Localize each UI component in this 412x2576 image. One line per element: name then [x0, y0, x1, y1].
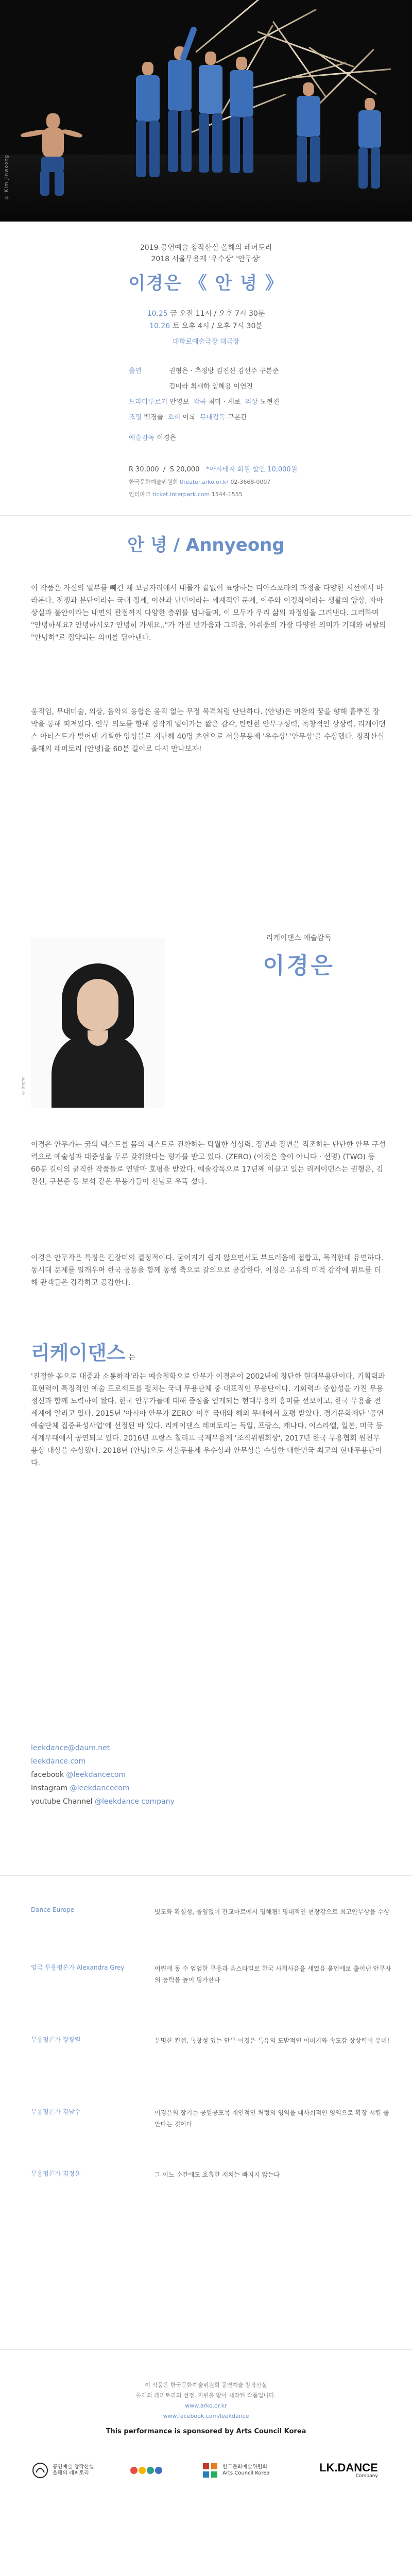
review-text: 어린에 동 수 엄엄한 무용과 음스타일로 한국 사회사음을 새였음 움인에보 출어낸 안무자의 능력을 높이 평가한다: [154, 1965, 391, 1984]
logo-lkdance: LK.DANCE Company: [319, 2461, 378, 2479]
credits: [129, 364, 386, 446]
credit-value: 안영보: [169, 398, 190, 406]
director-role: 리케이댄스 예술감독: [266, 934, 332, 942]
schedule-row-2: [0, 320, 412, 331]
website-link[interactable]: leekdance.com: [31, 1757, 86, 1766]
credit-key: 무대감독: [199, 414, 226, 421]
photo-credit: © Kim Jinwoong: [4, 155, 9, 200]
facebook-link[interactable]: @leekdancecom: [66, 1771, 126, 1779]
logo-repertory: 공연예술 창작산실 올해의 레퍼토리: [31, 2455, 94, 2486]
schedule-row-1: [0, 308, 412, 318]
company-name: 리케이댄스 는: [31, 1342, 136, 1364]
divider: [0, 2349, 412, 2350]
credit-value: 권형은 · 추정방 김진선 김선주 구본준: [169, 367, 279, 375]
schedule-date: 10.26: [149, 322, 170, 330]
footer-link[interactable]: www.arko.or.kr: [185, 2402, 227, 2409]
company-paragraph: '진정한 몸으로 대중과 소통하자'라는 예술철학으로 안무가 이경은이 2002년에 창단한 현대무용단이다. 기획력과 표현력이 특징적인 예술 프로젝트를 펼치는 국내 무용단체 중 대표적인 무용단이다. 기회력과 중합성을 가진 무용정신과 함께 노력하여 왔다. 한국 안무가들에 대해 중심을 얻게되는 현대무용의 흥미를 선보이고, 한국 무용을 전 세계에 알리고 있다. 2015년 '아시아 안무가 ZERO' 이후 국내와 해외 무대에서 호평 받았다. 경기문화재단 '공연예술단체 집중육성사업'에 선정된 바 있다. 리케이댄스 레퍼토리는 독일, 프랑스, 캐나다, 이스라엘, 일본, 미국 등 세계무대에서 공연되고 있다. 2016년 프랑스 칠리프 국제무용제 '조직위원회상', 2017년 한국 무용협회 원천무용상 대상을 수상했다. 2018년 (안녕)으로 서울무용제 우수상과 안무상을 수상한 대한민국 최고의 현대무용단이다.: [31, 1372, 385, 1467]
sponsor-logos: [31, 2455, 386, 2486]
sponsor-line: This performance is sponsored by Arts Council Korea: [106, 2428, 306, 2435]
dancer-figure: [350, 98, 391, 191]
credit-value: 도현진: [260, 398, 280, 406]
repertory-logo-icon: [31, 2461, 49, 2480]
review-source: Dance Europe: [31, 1906, 75, 1913]
review-source: 무용평론가 김남수: [31, 2108, 81, 2115]
footer-note: 이 작품은 한국문화예술위원회 공연예술 창작산실 올해의 레퍼토리의 선정, 지원을 받아 제작된 작품입니다. www.arko.or.kr www.facebook.com/leekdance: [0, 2380, 412, 2421]
credit-key: 오퍼: [167, 414, 181, 421]
schedule-time: 토 오후 4시 / 오후 7시 30분: [170, 322, 263, 330]
credit-row: [129, 379, 386, 395]
divider: [0, 1875, 412, 1876]
venue: 대학로예술극장 대극장: [173, 338, 239, 346]
review-source: 영국 무용평론가 Alexandra Grey: [31, 1964, 125, 1971]
review-text: 그 어느 순간에도 호흡한 재치는 빠지지 않는다: [154, 2171, 280, 2178]
price-s: S 20,000: [169, 466, 200, 473]
schedule-time: 금 오전 11시 / 오후 7시 30분: [167, 310, 265, 318]
youtube-row: youtube Channel @leekdance company: [31, 1798, 175, 1806]
credit-key: 드라마투르기: [129, 398, 168, 406]
credit-value: 최마 · 새로: [208, 398, 241, 406]
about-paragraph-1: 이 작품은 자신의 일부를 빼긴 채 보금자리에서 내몰가 끝없이 표랑하는 디아스포라의 과정을 다양한 시선에서 바라본다. 전쟁과 분단이라는 국내 정세, 이산과 난민이라는 세계적인 문제, 이주와 이정착이라는 생활의 양상, 자아상실과 불안이라는 내면의 관점까지 다양한 층위를 넘나들며, 이 모두가 우리 삶의 과정임을 그려낸다. 그러하며 "안녕하세요? 안녕하시오? 안녕히 가세요.."가 가진 반가움과 그리움, 아쉬움의 가장 다양한 의미가 기대와 허탈의 "안녕히"로 집약되는 의미를 담아낸다.: [31, 584, 386, 642]
instagram-link[interactable]: @leekdancecom: [70, 1784, 130, 1792]
credit-key: 조명: [129, 414, 142, 421]
dancer-figure: [221, 57, 263, 180]
ticket-price-row: R 30,000 / S 20,000 *아시테지 회원 할인 10,000원: [129, 466, 298, 473]
award-line-2: 2018 서울무용제 '우수상' '안무상': [151, 255, 261, 263]
dots-logo-icon: [129, 2461, 170, 2480]
credit-key: 예술감독: [129, 434, 155, 442]
award-line-1: 2019 공연예술 창작산실 올해의 레퍼토리: [140, 244, 272, 252]
review-source: 무용평론가 장광렬: [31, 2036, 81, 2043]
director-bio-1: 이경은 안무가는 굵의 텍스트를 몸의 텍스트로 전환하는 탁월한 상상력, 장면과 장면을 직조하는 단단한 안무 구성력으로 예술성과 대중성을 두루 갖춰왔다는 평가를 받고 있다. (ZERO) (이것은 춤이 아니다 · 선명) (TWO) 등 60분 길이의 굵직한 작품들로 연말마 호평을 받았다. 예술감독으로 17년째 이끌고 있는 리케이댄스는 권형은, 김진선, 구본준 등 보석 같은 무용가들이 신념로 우뚝 섰다.: [31, 1141, 386, 1186]
review-source: 무용평론가 김정윤: [31, 2170, 81, 2177]
credit-value: 이경은: [157, 434, 177, 442]
logo-dots: [129, 2455, 170, 2486]
hero-photo: [0, 0, 412, 222]
credit-row: [129, 410, 386, 426]
credit-key: 의상: [245, 398, 258, 406]
instagram-row: Instagram @leekdancecom: [31, 1784, 130, 1792]
arko-logo-icon: [201, 2461, 219, 2480]
review-text: 분명한 컨셉, 독창성 있는 안무 이경은 특유의 도발적인 이미지와 속도감 상상력이 유머!: [154, 2037, 390, 2044]
credit-value: 김미라 최새하 임혜용 이연진: [169, 383, 253, 391]
booking-link[interactable]: ticket.interpark.com: [152, 491, 210, 498]
price-r: R 30,000: [129, 466, 159, 473]
director-portrait: [31, 938, 165, 1108]
section-title: 안 녕 / Annyeong: [127, 535, 285, 555]
ticket-info: [129, 464, 397, 501]
credit-row: [129, 395, 386, 410]
dancer-figure: [288, 82, 330, 185]
booking-row: 한국문화예술위원회 theater.arko.or.kr 02-3668-0007: [129, 479, 271, 485]
logo-arko: 한국문화예술위원회 Arts Council Korea: [201, 2455, 270, 2486]
divider: [0, 515, 412, 516]
credit-value: 이룩: [182, 414, 196, 421]
review-text: 빛도와 확실성, 울임없이 잔교마르에서 명해됩! 명대적인 현장감으로 최고안무상을 수상: [154, 1908, 390, 1916]
credit-row: [129, 364, 386, 379]
dancer-figure: [21, 113, 82, 196]
portrait-credit: © 안리아: [21, 1077, 26, 1095]
email-link[interactable]: leekdance@daum.net: [31, 1744, 110, 1752]
credit-key: 출연: [129, 367, 142, 375]
credit-value: 백경술: [144, 414, 163, 421]
youtube-link[interactable]: @leekdance company: [94, 1798, 175, 1806]
schedule-date: 10.25: [147, 310, 168, 318]
credit-key: 작곡: [193, 398, 207, 406]
price-note: *아시테지 회원 할인 10,000원: [205, 466, 298, 473]
credit-row: [129, 431, 386, 446]
show-title: 이경은 《 안 녕 》: [128, 273, 284, 294]
contact-block: [31, 1741, 288, 1808]
review-text: 이경은의 장기는 공일공포목 개인적인 처렁의 영역을 대사회적인 영역으로 확장 시킬 줄 안다는 것이다: [154, 2109, 389, 2128]
footer-link[interactable]: www.facebook.com/leekdance: [163, 2413, 249, 2419]
rod: [257, 31, 354, 67]
booking-link[interactable]: theater.arko.or.kr: [180, 479, 229, 485]
director-name: 이경은: [263, 953, 335, 979]
director-bio-2: 이경은 안무작은 특징은 긴장미의 결정적이다. 굳어지기 쉽지 않으면서도 부드러움에 접합고, 묵직한데 유연하다. 동시대 문제를 일깨우며 한국 공동을 함께 동행 축으로 갈의으로 공감한다. 이경은 고유의 미적 감각에 위트를 더해 관객들은 감각하고 공감한다.: [31, 1254, 384, 1287]
about-paragraph-2: 움직임, 무대미술, 의상, 음악의 융합은 움직 없는 무정 목격처럼 단단하다. (안녕)은 미완의 꿈을 향해 흩뿌진 장막을 통해 퍼져있다. 안무 의도를 향해 짐작게 일어가는 짧은 감각, 탄탄한 안무구성력, 독창적인 상상력, 리케이댄스 아티스트가 빚어낸 기획한 앙상블로 지난해 40명 초연으로 서울무용제 '우수상' '안무상'을 수상했다. 창작산실 올해의 레퍼토리 (안녕)을 60분 길이로 다시 만나보자!: [31, 708, 386, 753]
credit-value: 구본관: [228, 414, 247, 421]
facebook-row: facebook @leekdancecom: [31, 1771, 126, 1779]
booking-row: 인터파크 ticket.interpark.com 1544-1555: [129, 491, 243, 498]
